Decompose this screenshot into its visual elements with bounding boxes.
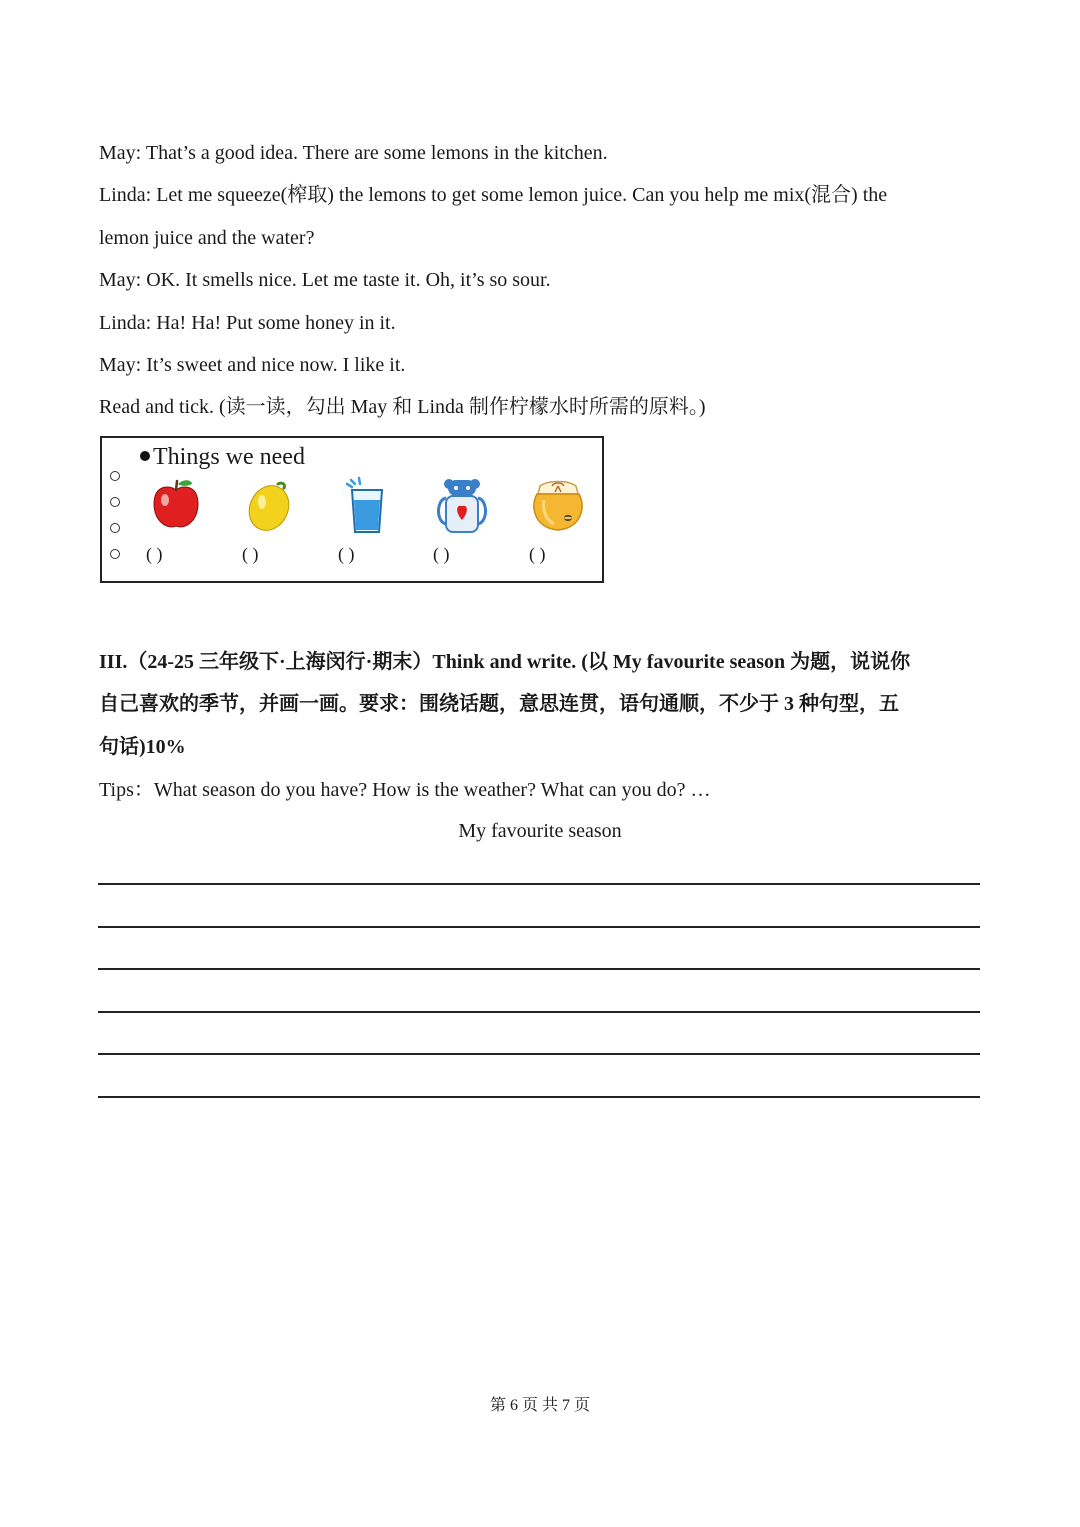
tick-blank[interactable]: ( ) <box>242 544 259 564</box>
binder-ring-icon <box>110 549 120 559</box>
binder-ring-icon <box>110 471 120 481</box>
writing-line[interactable] <box>98 1096 980 1098</box>
lemon-icon <box>240 476 300 534</box>
binder-ring-icon <box>110 497 120 507</box>
writing-title: My favourite season <box>458 820 622 842</box>
dialogue-line-4: May: OK. It smells nice. Let me taste it. Oh, it’s so sour. <box>99 269 551 291</box>
water-glass-icon <box>337 476 397 534</box>
bullet-icon <box>140 451 150 461</box>
writing-line[interactable] <box>98 1053 980 1055</box>
tick-blank[interactable]: ( ) <box>146 544 163 564</box>
dialogue-line-2: Linda: Let me squeeze(榨取) the lemons to get some lemon juice. Can you help me mix(混合) the <box>99 184 888 206</box>
tips-text: Tips：What season do you have? How is the weather? What can you do? … <box>99 779 711 801</box>
section-heading-line-3: 句话)10% <box>99 736 186 758</box>
binder-ring-icon <box>110 523 120 533</box>
apple-icon <box>146 476 206 534</box>
instruction-text: Read and tick. (读一读，勾出 May 和 Linda 制作柠檬水时所需的原料。) <box>99 396 706 418</box>
section-heading-line-1: III.（24-25 三年级下·上海闵行·期末）Think and write. (以 My favourite season 为题，说说你 <box>99 651 911 673</box>
dialogue-line-3: lemon juice and the water? <box>99 227 315 249</box>
writing-line[interactable] <box>98 883 980 885</box>
dialogue-line-5: Linda: Ha! Ha! Put some honey in it. <box>99 312 396 334</box>
ingredients-box <box>100 436 604 583</box>
writing-line[interactable] <box>98 926 980 928</box>
tick-blank[interactable]: ( ) <box>529 544 546 564</box>
writing-line[interactable] <box>98 1011 980 1013</box>
dialogue-line-1: May: That’s a good idea. There are some lemons in the kitchen. <box>99 142 608 164</box>
writing-line[interactable] <box>98 968 980 970</box>
box-title <box>140 444 305 471</box>
tick-blank[interactable]: ( ) <box>433 544 450 564</box>
dialogue-line-6: May: It’s sweet and nice now. I like it. <box>99 354 406 376</box>
tick-blank[interactable]: ( ) <box>338 544 355 564</box>
honey-jar-icon <box>528 476 588 534</box>
water-bottle-icon <box>432 476 492 534</box>
box-title-text: Things we need <box>153 444 305 470</box>
page-number: 第 6 页 共 7 页 <box>489 1397 590 1414</box>
section-heading-line-2: 自己喜欢的季节，并画一画。要求：围绕话题，意思连贯，语句通顺，不少于 3 种句型，五 <box>99 693 899 715</box>
